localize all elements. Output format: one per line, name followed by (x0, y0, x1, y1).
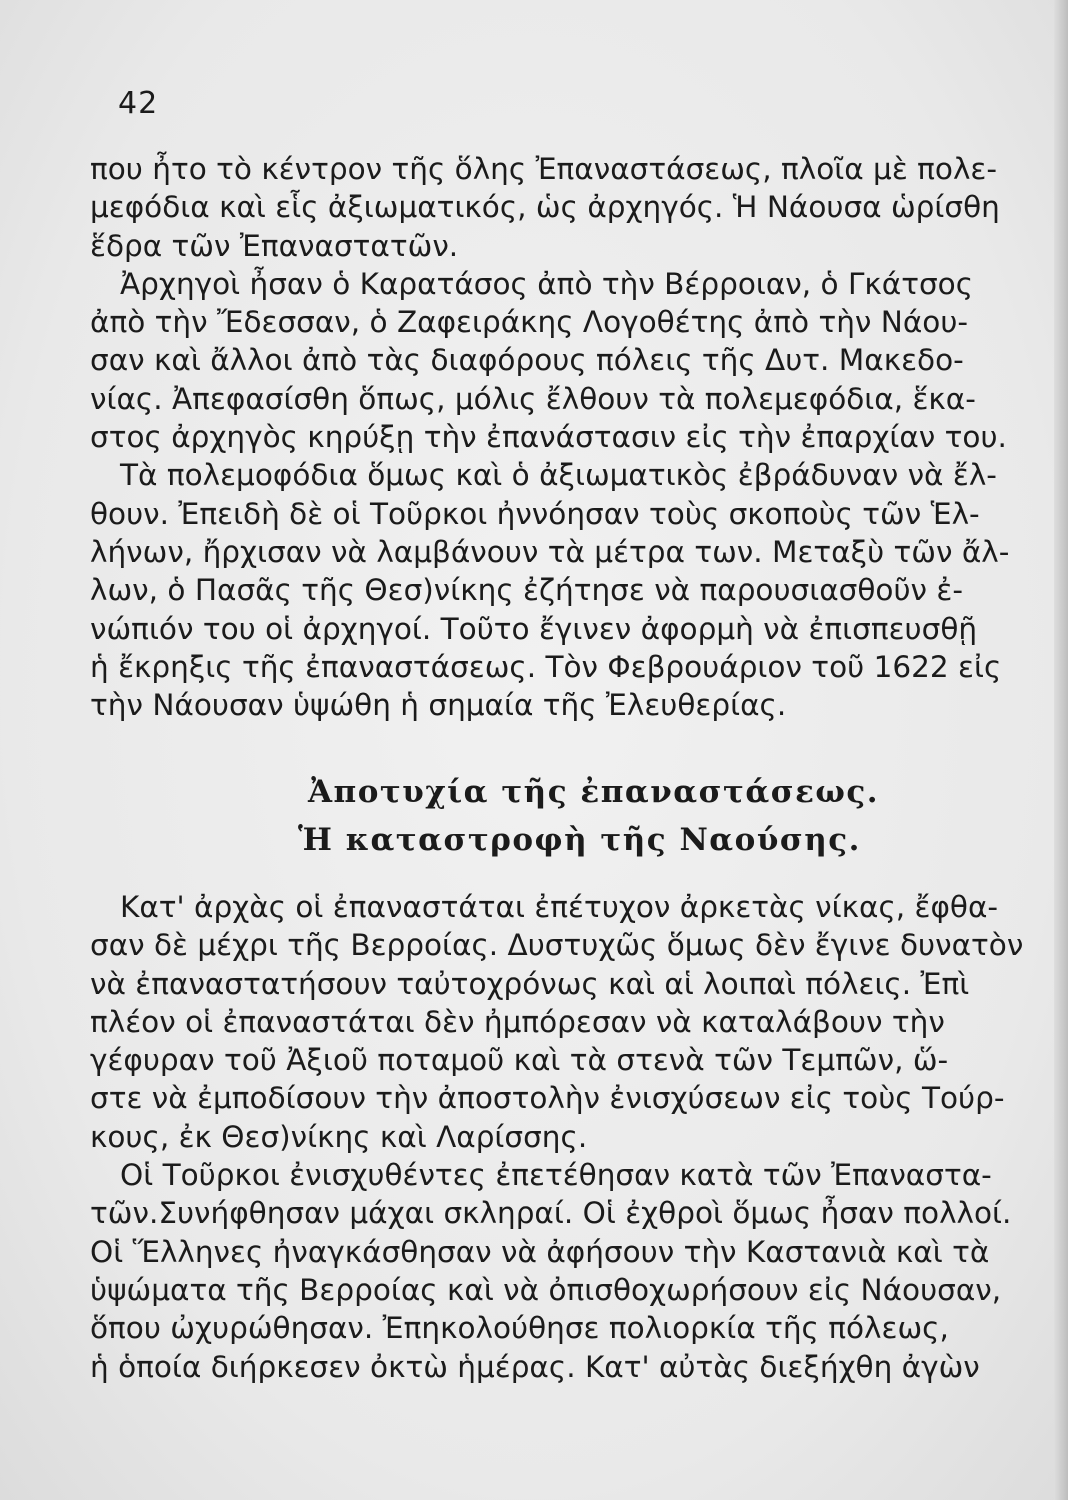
text-line: λήνων, ἤρχισαν νὰ λαμβάνουν τὰ μέτρα των. Μεταξὺ τῶν ἄλ- (90, 534, 1010, 569)
text-line: Οἱ Ἕλληνες ἠναγκάσθησαν νὰ ἀφήσουν τὴν Καστανιὰ καὶ τὰ (90, 1234, 990, 1269)
text-line: στος ἀρχηγὸς κηρύξῃ τὴν ἐπανάστασιν εἰς τὴν ἐπαρχίαν του. (90, 420, 1007, 455)
page-edge-shadow (1054, 0, 1068, 1500)
text-line: τὴν Νάουσαν ὑψώθη ἡ σημαία τῆς Ἐλευθερίας. (90, 688, 787, 723)
text-line: μεφόδια καὶ εἷς ἀξιωματικός, ὡς ἀρχηγός. Ἡ Νάουσα ὡρίσθη (90, 190, 1000, 225)
text-line: στε νὰ ἐμποδίσουν τὴν ἀποστολὴν ἐνισχύσεων εἰς τοὺς Τούρ- (90, 1081, 1005, 1116)
text-line: ἀπὸ τὴν Ἔδεσσαν, ὁ Ζαφειράκης Λογοθέτης ἀπὸ τὴν Νάου- (90, 305, 969, 340)
text-line: σαν καὶ ἄλλοι ἀπὸ τὰς διαφόρους πόλεις τῆς Δυτ. Μακεδο- (90, 343, 964, 378)
text-line: Ἀρχηγοὶ ἦσαν ὁ Καρατάσος ἀπὸ τὴν Βέρροιαν, ὁ Γκάτσος (120, 266, 974, 301)
text-line: σαν δὲ μέχρι τῆς Βερροίας. Δυστυχῶς ὅμως δὲν ἔγινε δυνατὸν (90, 928, 1024, 963)
body-text-section-2 (90, 888, 1050, 1386)
text-line: Κατ' ἀρχὰς οἱ ἐπαναστάται ἐπέτυχον ἀρκετὰς νίκας, ἔφθα- (120, 890, 999, 924)
text-line: ἕδρα τῶν Ἐπαναστατῶν. (90, 228, 459, 263)
text-line: ἡ ἔκρηξις τῆς ἐπαναστάσεως. Τὸν Φεβρουάριον τοῦ 1622 εἰς (90, 649, 1002, 684)
text-line: τῶν.Συνήφθησαν μάχαι σκληραί. Οἱ ἐχθροὶ ὅμως ἦσαν πολλοί. (90, 1196, 1012, 1231)
text-line: που ἦτο τὸ κέντρον τῆς ὅλης Ἐπαναστάσεως, πλοῖα μὲ πολε- (90, 152, 998, 186)
section-heading: Ἀποτυχία τῆς ἐπαναστάσεως. (308, 774, 880, 810)
section-subheading: Ἡ καταστροφὴ τῆς Ναούσης. (298, 822, 861, 858)
text-line: νίας. Ἀπεφασίσθη ὅπως, μόλις ἔλθουν τὰ πολεμεφόδια, ἕκα- (90, 381, 976, 416)
text-line: Τὰ πολεμοφόδια ὅμως καὶ ὁ ἀξιωματικὸς ἐβράδυναν νὰ ἔλ- (120, 458, 997, 493)
text-line: ὅπου ὠχυρώθησαν. Ἐπηκολούθησε πολιορκία τῆς πόλεως, (90, 1311, 949, 1346)
page-number: 42 (118, 86, 159, 121)
text-line: ὑψώματα τῆς Βερροίας καὶ νὰ ὀπισθοχωρήσουν εἰς Νάουσαν, (90, 1272, 1002, 1307)
text-line: Οἱ Τοῦρκοι ἐνισχυθέντες ἐπετέθησαν κατὰ τῶν Ἐπαναστα- (120, 1158, 992, 1193)
text-line: νώπιόν του οἱ ἀρχηγοί. Τοῦτο ἔγινεν ἀφορμὴ νὰ ἐπισπευσθῇ (90, 611, 978, 646)
text-line: γέφυραν τοῦ Ἀξιοῦ ποταμοῦ καὶ τὰ στενὰ τῶν Τεμπῶν, ὥ- (90, 1043, 949, 1078)
body-text-section-1 (90, 150, 1050, 724)
text-line: λων, ὁ Πασᾶς τῆς Θεσ)νίκης ἐζήτησε νὰ παρουσιασθοῦν ἐ- (90, 573, 963, 608)
text-line: κους, ἐκ Θεσ)νίκης καὶ Λαρίσσης. (90, 1119, 588, 1154)
text-line: νὰ ἐπαναστατήσουν ταὐτοχρόνως καὶ αἱ λοιπαὶ πόλεις. Ἐπὶ (90, 966, 970, 1001)
text-line: ἡ ὁποία διήρκεσεν ὀκτὼ ἡμέρας. Κατ' αὐτὰς διεξήχθη ἀγὼν (90, 1349, 980, 1384)
text-line: θουν. Ἐπειδὴ δὲ οἱ Τοῦρκοι ἠννόησαν τοὺς σκοποὺς τῶν Ἑλ- (90, 496, 980, 531)
text-line: πλέον οἱ ἐπαναστάται δὲν ἠμπόρεσαν νὰ καταλάβουν τὴν (90, 1004, 945, 1039)
